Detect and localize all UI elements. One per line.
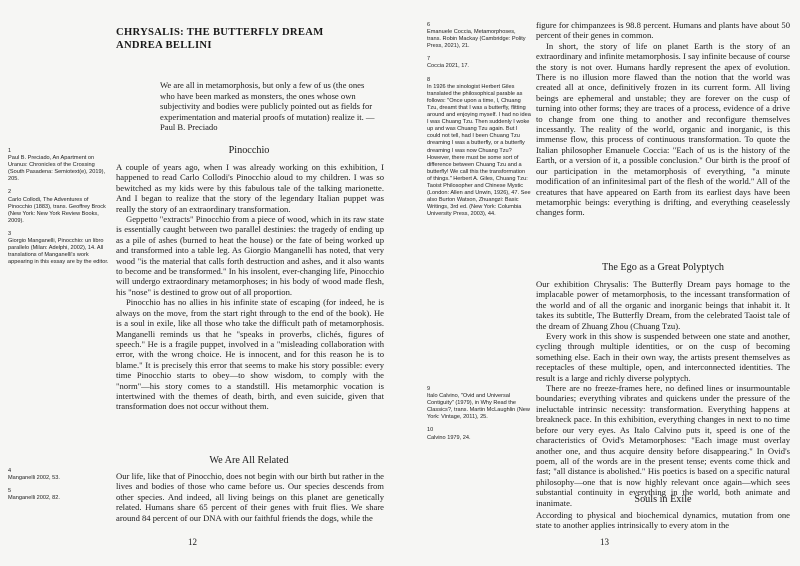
footnote-number: 2	[8, 189, 12, 196]
footnote-text: In 1926 the sinologist Herbert Giles translated the philosophical parable as follows: "Once upon a time, I, Chuang Tzu, dreamt that I was a butterfly, flitting around and enjoying myself. I had no idea I was Chuang Tzu. Then suddenly I woke up and was Chuang Tzu again. But I could not tell, had I been Chuang Tzu dreaming I was a butterfly, or a butterfly dreaming I was now Chuang Tzu? However, there must be some sort of difference between Chuang Tzu and a butterfly! We call this the transformation of things." Herbert A. Giles, Chuang Tzu: Taoist Philosopher and Chinese Mystic (London: Allen and Unwin, 1926), 47. See also Burton Watson, Zhuangzi: Basic Writings, 3rd ed. (New York: Columbia University Press, 2003), 44.	[427, 83, 531, 218]
footnote	[427, 77, 531, 219]
footnote-text: Carlo Collodi, The Adventures of Pinocchio (1883), trans. Geoffrey Brock (New York: New York Review Books, 2009).	[8, 196, 106, 224]
epigraph: We are all in metamorphosis, but only a few of us (the ones who have been marked as monsters, the ones whose own subjectivity and bodies were publicly pointed out as fields for experimentation and material proofs of mutation) realize it. —Paul B. Preciado	[160, 80, 375, 133]
section-heading-related: We Are All Related	[209, 455, 289, 466]
essay-title-main: CHRYSALIS: THE BUTTERFLY DREAM	[116, 27, 324, 38]
footnote-number: 10	[427, 427, 434, 434]
footnote-text: Coccia 2021, 17.	[427, 63, 469, 70]
footnote-text: Manganelli 2002, 82.	[8, 495, 60, 502]
right-page-top-text	[536, 20, 790, 218]
paragraph: According to physical and biochemical dynamics, mutation from one state to another applies intrinsically to every atom in the	[536, 510, 790, 531]
footnote-text: Emanuele Coccia, Metamorphoses, trans. Robin Mackay (Cambridge: Polity Press, 2021), 21.	[427, 29, 526, 50]
paragraph: Pinocchio has no allies in his infinite state of escaping (for indeed, he is always on the move, from the start right through to the end of the book). He is a soul in exile, like all those who take the difficult path of metamorphosis. Manganelli reminds us that he "speaks in proverbs, clichés, figures of speech." He is a fragile puppet, involved in a "misleading collaboration with error, with the wrong choice. He is innocent, and for this reason he is to blame." It is precisely this error that seems to make his story possible: every time Pinocchio starts to obey—to show wisdom, to comply with the "norm"—his story comes to a standstill. His metamorphic vocation is intertwined with the themes of death, birth, and even suicide, given that transformation does not occur without them.	[116, 297, 384, 412]
footnote-text: Manganelli 2002, 53.	[8, 475, 60, 482]
paragraph: Every work in this show is suspended between one state and another, cycling through multiple identities, or on the cusp of becoming something else. Each in their own way, the artists present themselves as receptacles of these multiple, open, and interconnected identities. The result is a large and richly diverse polyptych.	[536, 331, 790, 383]
footnotes-1-3	[8, 148, 110, 266]
footnote-number: 1	[8, 148, 12, 154]
section-heading-pinocchio: Pinocchio	[228, 145, 270, 156]
footnote-text: Giorgio Manganelli, Pinocchio: un libro parallelo (Milan: Adelphi, 2002), 14. All translations of Manganelli's work appearing in this essay are by the editor.	[8, 238, 109, 266]
footnote-text: Italo Calvino, "Ovid and Universal Contiguity" (1979), in Why Read the Classics?, trans. Martin McLaughlin (New York: Vintage, 2011), 25.	[427, 393, 530, 421]
footnote	[427, 56, 531, 70]
paragraph: figure for chimpanzees is 98.8 percent. Humans and plants have about 50 percent of their genes in common.	[536, 20, 790, 41]
footnotes-6-8	[427, 22, 531, 218]
footnote	[427, 22, 531, 50]
footnote-number: 3	[8, 230, 12, 237]
footnote-number: 4	[8, 468, 12, 474]
footnote-number: 7	[427, 56, 431, 63]
footnote	[8, 189, 110, 224]
souls-section-text	[536, 510, 790, 531]
related-section-text	[116, 471, 384, 523]
essay-title	[116, 26, 324, 52]
essay-author: ANDREA BELLINI	[116, 40, 212, 51]
paragraph: Geppetto "extracts" Pinocchio from a piece of wood, which in its raw state is essentially caught between two parallel destinies: the tragedy of ending up as a pile of ashes (burned to heat the house) or the fate of being worked up and transformed into a table leg. As Giorgio Manganelli has noted, that very wood "is the material that calls forth destruction and ashes, and it also wants to become and be transformed." In his insolent, ever-changing life, Pinocchio will undergo extraordinary metamorphoses; in his body of wood made flesh, his "nose" is destined to grow out of all proportion.	[116, 214, 384, 297]
footnote	[8, 231, 110, 266]
paragraph: A couple of years ago, when I was already working on this exhibition, I happened to read Carlo Collodi's Pinocchio aloud to my children. I was so bewitched as my kids were by this fabulous tale of the talking marionette. And I began to realize that the story of the legendary Italian puppet was really the story of an extraordinary transformation.	[116, 162, 384, 214]
footnote-text: Calvino 1979, 24.	[427, 434, 471, 441]
footnote-number: 8	[427, 76, 431, 83]
paragraph: Our exhibition Chrysalis: The Butterfly Dream pays homage to the implacable power of metamorphosis, to the incessant transformation of the world and of all the organic and inorganic beings that inhabit it. It takes its subtitle, The Butterfly Dream, from the celebrated Taoist tale of the dream of Zhuang Zhou (Chuang Tzu).	[536, 279, 790, 331]
pinocchio-section-text	[116, 162, 384, 412]
footnote	[8, 488, 110, 502]
footnote-number: 5	[8, 488, 12, 495]
paragraph: In short, the story of life on planet Earth is the story of an extraordinary and infinite metamorphosis. I say infinite because of course the story is not over. Humans hardly represent the apex of evolution. There is no illusion more flawed than the notion that the world was created all at once, definitively frozen in its current form. All living beings are ephemeral and unstable; they are forever on the cusp of turning into other forms; they are traces of a process, evidence of a drive to change from one thing to another and reconfigure themselves incessantly. The reality of the world, organic and inorganic, is this immense flow, this process of continuous transformation. To quote the Italian philosopher Emanuele Coccia: "Each of us is the history of the Earth, or a version of it, a possible conclusion." Our birth is the proof of our participation in the metamorphosis of everything, "a minute modification of an infinitesimal part of the flesh of the world." All of the creatures that have appeared on Earth from its earliest days have been metamorphic beings: everything is drifting, and everything ceaselessly changes form.	[536, 40, 790, 218]
ego-section-text	[536, 279, 790, 508]
footnotes-4-5	[8, 468, 110, 502]
section-heading-souls: Souls in Exile	[634, 494, 692, 505]
footnote	[427, 427, 531, 441]
section-heading-ego: The Ego as a Great Polyptych	[602, 262, 724, 273]
footnote-number: 9	[427, 386, 431, 392]
footnote	[427, 386, 531, 421]
footnote	[8, 148, 110, 183]
page-number-right: 13	[600, 537, 609, 547]
paragraph: There are no freeze-frames here, no defined lines or insurmountable boundaries; everything vibrates and quickens under the pressure of the ineluctable intrinsic necessity: transformation. Everything happens at breakneck pace. In this exhibition, everything changes in next to no time before our very eyes. As Italo Calvino puts it, speed is one of the characteristics of Ovid's Metamorphoses: "Each image must overlay another one, and thus acquire density before disappearing." In Ovid's poem, all of the words are in the present tense; events come thick and fast; "all distance is abolished." His poetics is based on a specific natural philosophy—one that is now highly relevant once again—which sees substantial continuity in everything in the world, both animate and inanimate.	[536, 383, 790, 508]
footnote-text: Paul B. Preciado, An Apartment on Uranus: Chronicles of the Crossing (South Pasadena: Semiotext(e), 2019), 205.	[8, 155, 106, 183]
paragraph: Our life, like that of Pinocchio, does not begin with our birth but rather in the lives and bodies of those who came before us. Our species descends from other species. And indeed, all living beings on this planet are genetically related. Humans share 65 percent of their genes with fruit flies. We share around 84 percent of our DNA with our faithful friends the dogs, while the	[116, 471, 384, 523]
page-number-left: 12	[188, 537, 197, 547]
footnote-number: 6	[427, 22, 431, 28]
footnotes-9-10	[427, 386, 531, 442]
footnote	[8, 468, 110, 482]
